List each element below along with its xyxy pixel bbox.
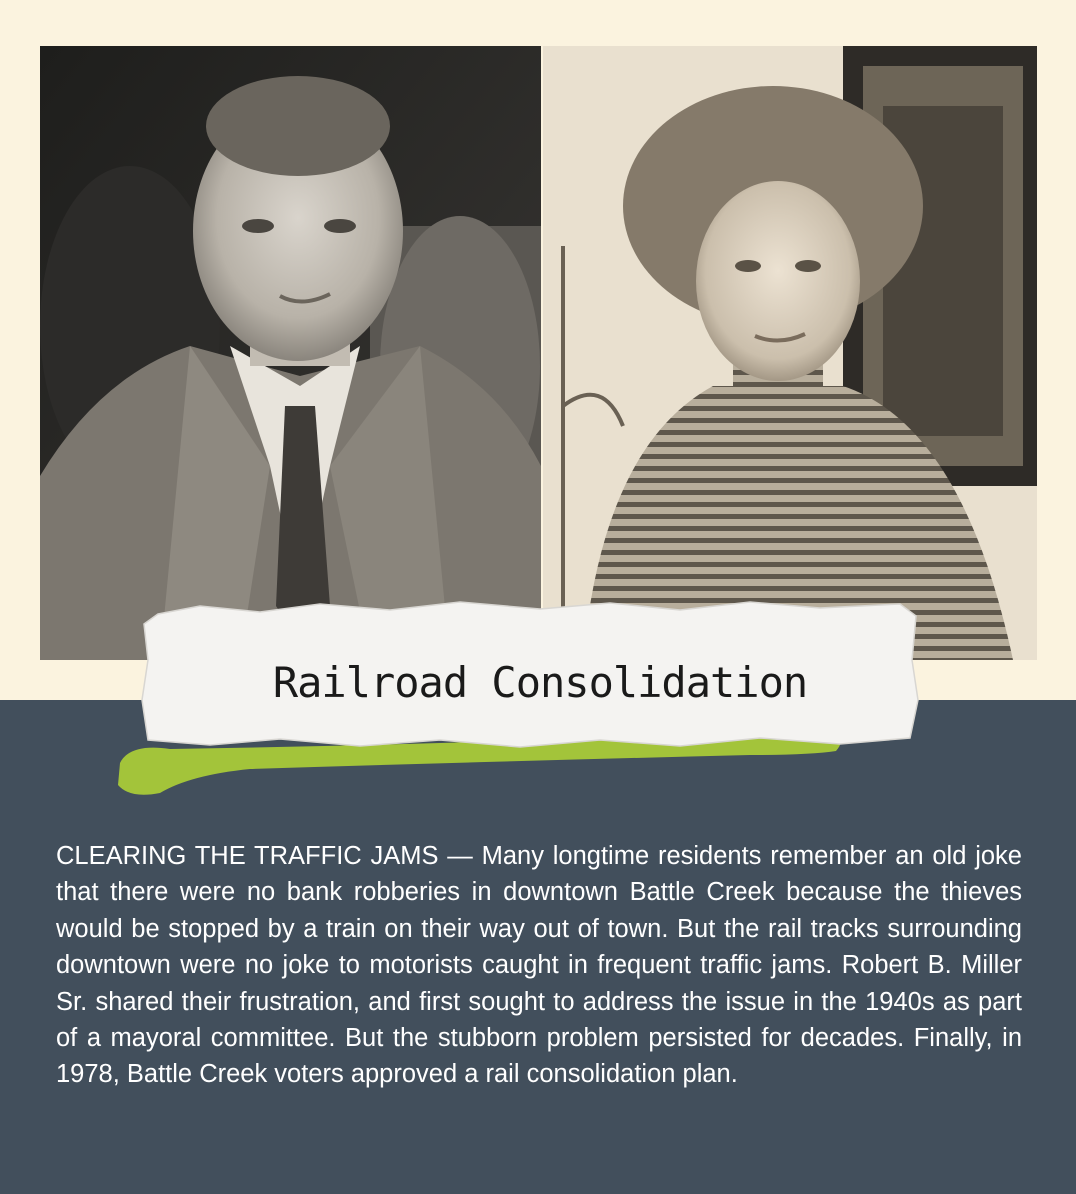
woman-in-striped-sweater-photo: [543, 46, 1037, 660]
body-paragraph: CLEARING THE TRAFFIC JAMS — Many longtime residents remember an old joke that there were no bank robberies in downtown Battle Creek because the thieves would be stopped by a train on their way out of town. But the rail tracks surrounding downtown were no joke to motorists caught in frequent traffic jams. Robert B. Miller Sr. shared their frustration, and first sought to address the issue in the 1940s as part of a mayoral committee. But the stubborn problem persisted for decades. Finally, in 1978, Battle Creek voters approved a rail consolidation plan.: [56, 842, 1022, 1089]
man-in-suit-photo: [40, 46, 541, 660]
page-title: Railroad Consolidation: [272, 658, 808, 707]
torn-paper-title-strip: [140, 600, 920, 750]
